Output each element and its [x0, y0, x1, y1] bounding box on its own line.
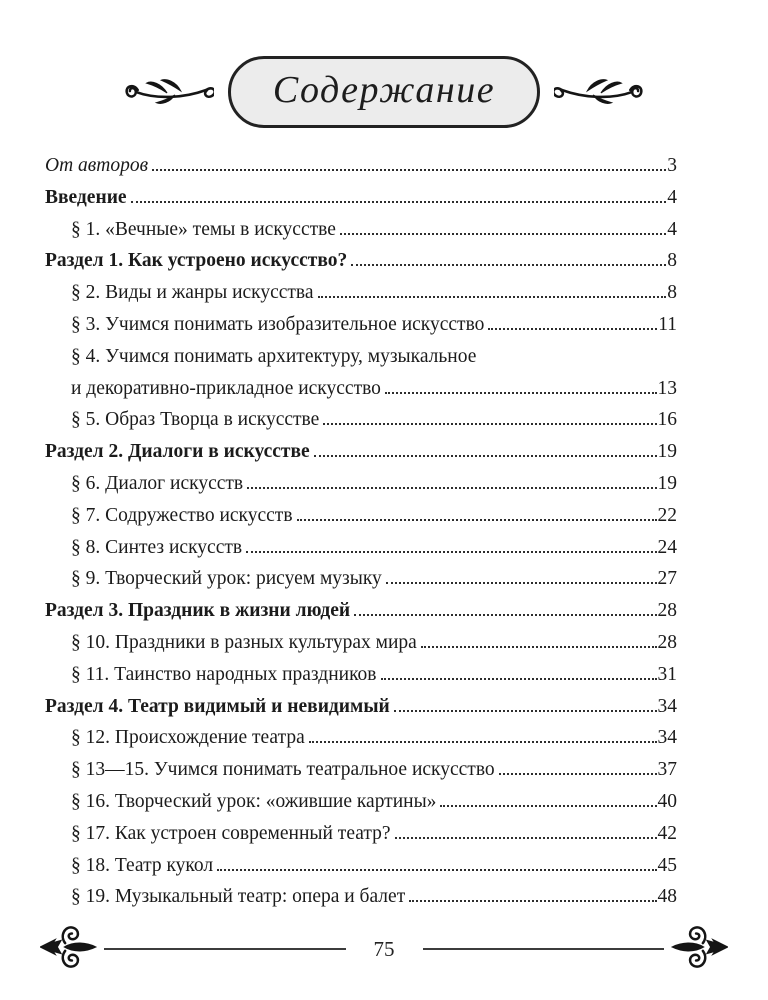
toc-entry-text: § 2. Виды и жанры искусства	[71, 282, 314, 304]
footer-rule-right	[423, 948, 665, 950]
dot-leader	[354, 614, 656, 616]
dot-leader	[395, 837, 657, 839]
table-of-contents	[45, 150, 677, 913]
dot-leader	[394, 710, 657, 712]
toc-entry-text: § 8. Синтез искусств	[71, 536, 243, 558]
toc-entry-page: 8	[667, 282, 677, 304]
toc-entry	[45, 182, 677, 214]
toc-entry	[45, 532, 677, 564]
toc-entry	[45, 627, 677, 659]
toc-entry	[45, 722, 677, 754]
toc-entry-text: и декоративно-прикладное искусство	[71, 377, 381, 399]
toc-entry-page: 16	[657, 409, 677, 431]
dot-leader	[309, 741, 657, 743]
toc-entry-page: 34	[657, 695, 677, 717]
toc-entry-page: 48	[657, 886, 677, 908]
toc-entry-page: 27	[657, 568, 677, 590]
toc-entry-page: 4	[667, 186, 677, 208]
title-pill	[228, 56, 540, 128]
dot-leader	[318, 296, 667, 298]
page-header	[0, 56, 768, 128]
toc-entry-text: § 5. Образ Творца в искусстве	[71, 409, 320, 431]
toc-entry-page: 3	[667, 155, 677, 176]
toc-entry-text: § 7. Содружество искусств	[71, 504, 293, 526]
toc-entry-page: 37	[657, 759, 677, 781]
toc-entry	[45, 468, 677, 500]
dot-leader	[499, 773, 657, 775]
toc-entry-text: § 19. Музыкальный театр: опера и балет	[71, 886, 406, 908]
toc-entry-text: § 18. Театр кукол	[71, 854, 214, 876]
toc-entry-page: 45	[657, 854, 677, 876]
toc-entry-page: 42	[657, 822, 677, 844]
toc-entry-text: § 6. Диалог искусств	[71, 472, 244, 494]
toc-entry	[45, 818, 677, 850]
footer-page-number: 75	[373, 936, 395, 961]
toc-entry-page: 22	[657, 504, 677, 526]
toc-entry-page: 19	[657, 441, 677, 463]
toc-entry	[45, 214, 677, 246]
toc-entry-continuation	[45, 373, 677, 405]
toc-entry-page: 24	[657, 536, 677, 558]
dot-leader	[152, 169, 666, 171]
toc-entry	[45, 404, 677, 436]
toc-entry	[45, 850, 677, 882]
toc-entry-page: 28	[657, 600, 677, 622]
toc-entry-page: 34	[657, 727, 677, 749]
toc-entry-page: 28	[657, 631, 677, 653]
toc-entry-text: § 4. Учимся понимать архитектуру, музыкальное	[71, 345, 477, 367]
vine-flourish-right-icon	[554, 69, 644, 116]
footer-rule-left	[104, 948, 346, 950]
toc-entry	[45, 309, 677, 341]
page-title: Содержание	[272, 69, 496, 111]
dot-leader	[488, 328, 657, 330]
toc-entry-page: 40	[657, 790, 677, 812]
toc-entry	[45, 659, 677, 691]
dot-leader	[385, 392, 657, 394]
toc-entry	[45, 277, 677, 309]
toc-entry-text: Раздел 4. Театр видимый и невидимый	[45, 695, 390, 717]
toc-entry-page: 4	[667, 218, 677, 240]
dot-leader	[386, 582, 657, 584]
dot-leader	[314, 455, 657, 457]
vine-flourish-left-icon	[124, 69, 214, 116]
toc-entry	[45, 691, 677, 723]
dot-leader	[246, 551, 656, 553]
toc-entry	[45, 436, 677, 468]
toc-entry-text: Раздел 3. Праздник в жизни людей	[45, 600, 351, 622]
toc-entry-text: Раздел 1. Как устроено искусство?	[45, 250, 348, 272]
dot-leader	[297, 519, 657, 521]
dot-leader	[131, 201, 667, 203]
dot-leader	[340, 233, 666, 235]
page-footer	[40, 920, 728, 978]
toc-entry-page: 19	[657, 472, 677, 494]
toc-entry-text: От авторов	[45, 155, 149, 176]
toc-entry-text: § 10. Праздники в разных культурах мира	[71, 631, 417, 653]
toc-entry-page: 11	[658, 313, 677, 335]
dot-leader	[409, 900, 656, 902]
toc-entry	[45, 341, 677, 373]
spiral-fleuron-right-icon	[670, 919, 728, 980]
toc-entry	[45, 754, 677, 786]
dot-leader	[440, 805, 656, 807]
toc-entry-text: Введение	[45, 186, 127, 208]
toc-entry-text: § 1. «Вечные» темы в искусстве	[71, 218, 336, 240]
dot-leader	[247, 487, 656, 489]
toc-entry-text: § 17. Как устроен современный театр?	[71, 822, 391, 844]
toc-entry	[45, 881, 677, 913]
toc-entry-text: § 3. Учимся понимать изобразительное искусство	[71, 313, 485, 335]
toc-entry	[45, 245, 677, 277]
toc-entry-text: § 9. Творческий урок: рисуем музыку	[71, 568, 382, 590]
toc-entry-page: 8	[667, 250, 677, 272]
dot-leader	[381, 678, 657, 680]
toc-entry	[45, 563, 677, 595]
toc-entry-text: § 11. Таинство народных праздников	[71, 663, 377, 685]
toc-entry-page: 31	[657, 663, 677, 685]
dot-leader	[421, 646, 657, 648]
toc-entry-text: § 13—15. Учимся понимать театральное искусство	[71, 759, 495, 781]
toc-entry	[45, 595, 677, 627]
spiral-fleuron-left-icon	[40, 919, 98, 980]
toc-entry	[45, 500, 677, 532]
toc-entry-text: § 12. Происхождение театра	[71, 727, 305, 749]
dot-leader	[217, 869, 656, 871]
toc-entry-page: 13	[657, 377, 677, 399]
toc-entry-text: Раздел 2. Диалоги в искусстве	[45, 441, 310, 463]
dot-leader	[351, 264, 666, 266]
toc-entry	[45, 786, 677, 818]
toc-entry-text: § 16. Творческий урок: «ожившие картины»	[71, 790, 437, 812]
toc-entry	[45, 150, 677, 182]
dot-leader	[323, 423, 656, 425]
